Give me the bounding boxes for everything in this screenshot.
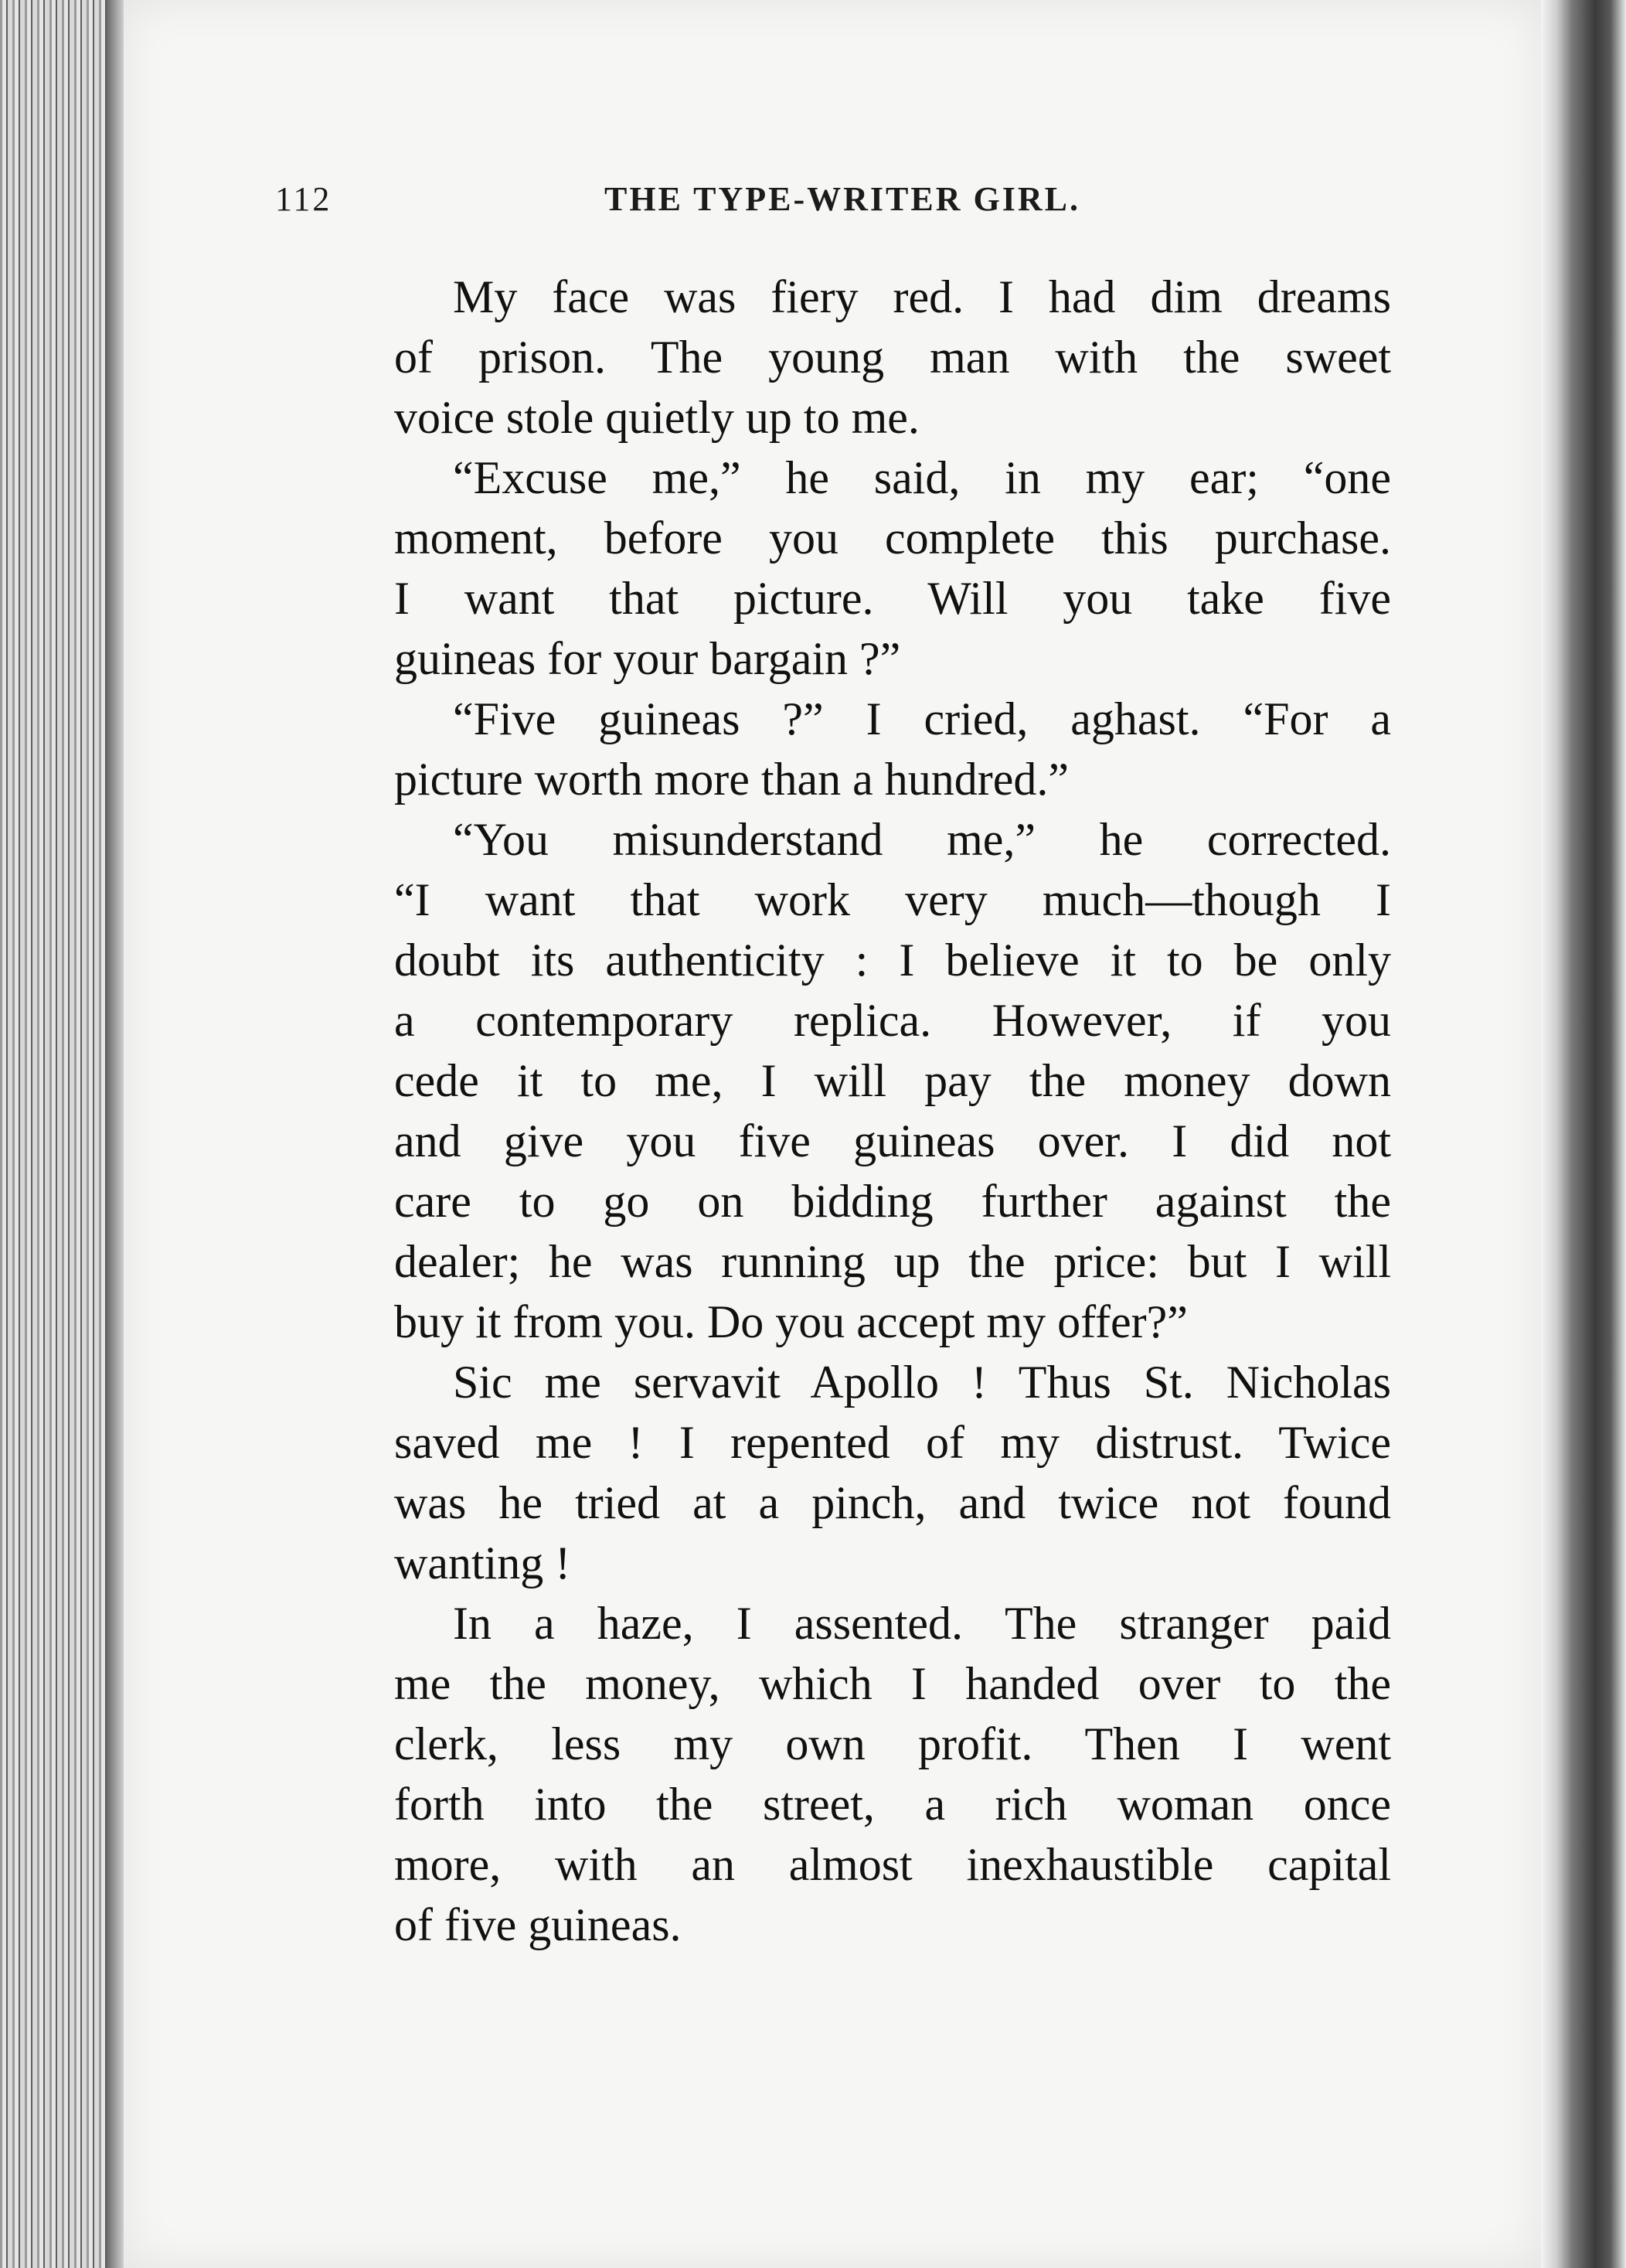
text-line: dealer; he was running up the price: but I will bbox=[394, 1236, 1391, 1287]
text-line: My face was fiery red. I had dim dreams bbox=[453, 271, 1391, 322]
text-line: voice stole quietly up to me. bbox=[394, 392, 920, 443]
text-line: I want that picture. Will you take five bbox=[394, 573, 1391, 624]
text-line: forth into the street, a rich woman once bbox=[394, 1779, 1391, 1830]
text-line: moment, before you complete this purchase. bbox=[394, 513, 1391, 564]
text-line: me the money, which I handed over to the bbox=[394, 1658, 1391, 1709]
text-line: was he tried at a pinch, and twice not found bbox=[394, 1477, 1391, 1528]
text-line: “You misunderstand me,” he corrected. bbox=[453, 814, 1391, 865]
text-line: of five guineas. bbox=[394, 1899, 682, 1950]
text-line: saved me ! I repented of my distrust. Twice bbox=[394, 1417, 1391, 1468]
text-line: clerk, less my own profit. Then I went bbox=[394, 1718, 1391, 1769]
text-line: Sic me servavit Apollo ! Thus St. Nicholas bbox=[453, 1357, 1391, 1408]
text-line: guineas for your bargain ?” bbox=[394, 633, 901, 684]
text-line: more, with an almost inexhaustible capital bbox=[394, 1839, 1391, 1890]
text-line: and give you five guineas over. I did not bbox=[394, 1115, 1391, 1166]
text-line: “Five guineas ?” I cried, aghast. “For a bbox=[453, 693, 1391, 744]
text-line: doubt its authenticity : I believe it to be only bbox=[394, 935, 1391, 986]
text-line: wanting ! bbox=[394, 1538, 571, 1589]
text-line: cede it to me, I will pay the money down bbox=[394, 1055, 1391, 1106]
text-line: picture worth more than a hundred.” bbox=[394, 754, 1070, 805]
body-text bbox=[394, 267, 1391, 1955]
page-number: 112 bbox=[275, 180, 332, 218]
text-line: “I want that work very much—though I bbox=[394, 874, 1391, 925]
book-page-edges bbox=[0, 0, 124, 2268]
text-line: buy it from you. Do you accept my offer?” bbox=[394, 1296, 1188, 1347]
text-line: “Excuse me,” he said, in my ear; “one bbox=[453, 452, 1391, 503]
text-line: a contemporary replica. However, if you bbox=[394, 995, 1391, 1046]
text-line: of prison. The young man with the sweet bbox=[394, 332, 1391, 383]
running-title: THE TYPE-WRITER GIRL. bbox=[604, 180, 1080, 218]
book-gutter bbox=[1541, 0, 1626, 2268]
running-head bbox=[275, 179, 1410, 233]
text-line: In a haze, I assented. The stranger paid bbox=[453, 1598, 1391, 1649]
text-line: care to go on bidding further against the bbox=[394, 1176, 1391, 1227]
